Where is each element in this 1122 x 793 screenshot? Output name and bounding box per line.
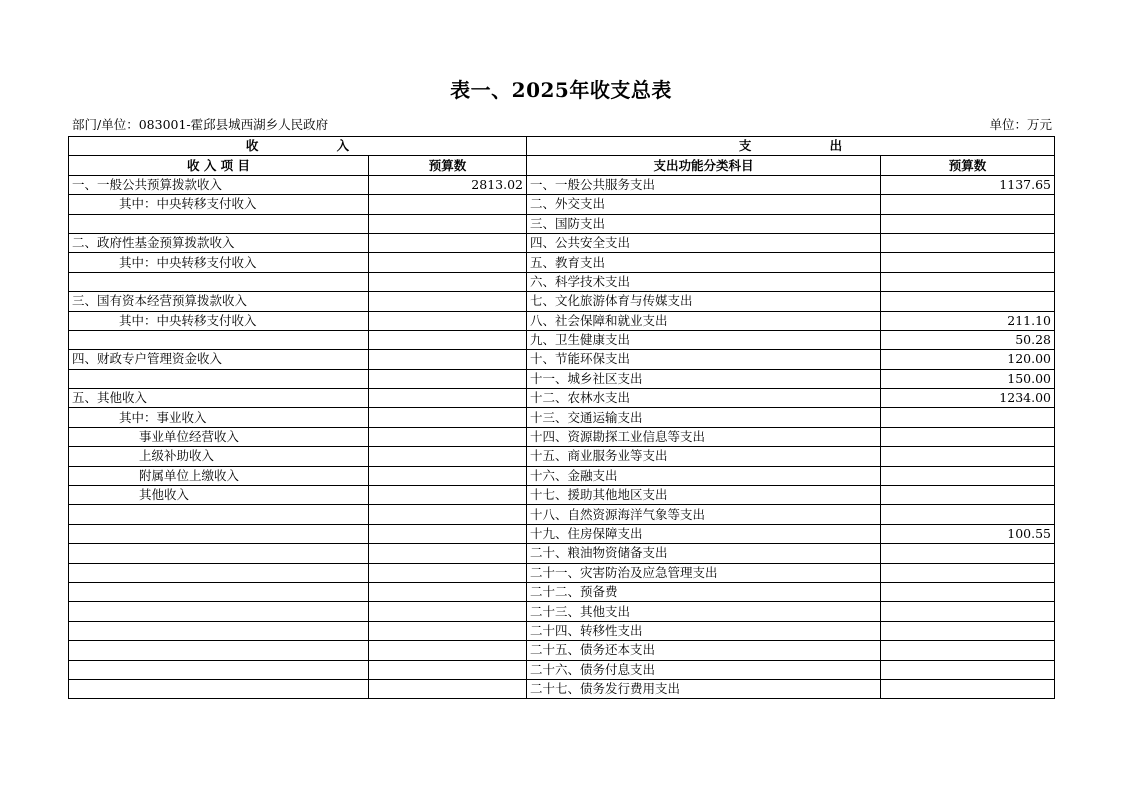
expense-amount-cell — [881, 563, 1055, 582]
expense-amount-cell: 1137.65 — [881, 175, 1055, 194]
table-row — [69, 330, 1055, 349]
expense-item-cell: 二十一、灾害防治及应急管理支出 — [527, 563, 881, 582]
expense-amount-cell — [881, 253, 1055, 272]
income-amount-cell — [369, 486, 527, 505]
table-row — [69, 311, 1055, 330]
income-item-cell — [69, 679, 369, 698]
income-amount-cell — [369, 408, 527, 427]
expense-amount-cell: 211.10 — [881, 311, 1055, 330]
expense-amount-cell — [881, 505, 1055, 524]
income-amount-cell — [369, 195, 527, 214]
income-item-cell — [69, 660, 369, 679]
expense-item-cell: 三、国防支出 — [527, 214, 881, 233]
expense-amount-cell — [881, 447, 1055, 466]
expense-amount-cell: 100.55 — [881, 524, 1055, 543]
expense-item-cell: 二十四、转移性支出 — [527, 621, 881, 640]
expense-item-cell: 九、卫生健康支出 — [527, 330, 881, 349]
expense-item-cell: 十八、自然资源海洋气象等支出 — [527, 505, 881, 524]
income-amount-cell — [369, 524, 527, 543]
expense-item-cell: 十二、农林水支出 — [527, 389, 881, 408]
table-group-header-row — [69, 137, 1055, 156]
income-group-header: 收 入 — [69, 137, 527, 156]
income-item-cell: 其他收入 — [69, 486, 369, 505]
income-item-cell: 上级补助收入 — [69, 447, 369, 466]
expense-amount-header: 预算数 — [881, 156, 1055, 175]
budget-summary-table — [68, 136, 1055, 699]
expense-item-cell: 一、一般公共服务支出 — [527, 175, 881, 194]
expense-amount-cell — [881, 214, 1055, 233]
income-item-header: 收 入 项 目 — [69, 156, 369, 175]
expense-amount-cell — [881, 233, 1055, 252]
expense-item-cell: 二十、粮油物资储备支出 — [527, 544, 881, 563]
table-row — [69, 679, 1055, 698]
income-item-cell — [69, 524, 369, 543]
table-row — [69, 233, 1055, 252]
income-amount-cell — [369, 389, 527, 408]
income-item-cell: 三、国有资本经营预算拨款收入 — [69, 292, 369, 311]
income-item-cell — [69, 582, 369, 601]
income-item-cell — [69, 602, 369, 621]
income-amount-cell — [369, 330, 527, 349]
income-amount-cell — [369, 272, 527, 291]
income-amount-header: 预算数 — [369, 156, 527, 175]
expense-amount-cell — [881, 582, 1055, 601]
income-amount-cell — [369, 233, 527, 252]
expense-item-cell: 二十六、债务付息支出 — [527, 660, 881, 679]
expense-item-cell: 十、节能环保支出 — [527, 350, 881, 369]
income-item-cell: 其中：中央转移支付收入 — [69, 253, 369, 272]
expense-item-cell: 七、文化旅游体育与传媒支出 — [527, 292, 881, 311]
expense-amount-cell — [881, 466, 1055, 485]
income-amount-cell — [369, 369, 527, 388]
expense-amount-cell — [881, 272, 1055, 291]
income-amount-cell — [369, 641, 527, 660]
expense-amount-cell — [881, 195, 1055, 214]
table-row — [69, 466, 1055, 485]
expense-amount-cell — [881, 641, 1055, 660]
income-item-cell: 四、财政专户管理资金收入 — [69, 350, 369, 369]
table-row — [69, 253, 1055, 272]
income-amount-cell — [369, 427, 527, 446]
income-amount-cell — [369, 253, 527, 272]
expense-item-cell: 十九、住房保障支出 — [527, 524, 881, 543]
income-item-cell: 其中：中央转移支付收入 — [69, 195, 369, 214]
income-item-cell — [69, 621, 369, 640]
unit-label: 单位：万元 — [989, 117, 1052, 132]
table-row — [69, 175, 1055, 194]
table-row — [69, 641, 1055, 660]
expense-item-cell: 十一、城乡社区支出 — [527, 369, 881, 388]
table-row — [69, 544, 1055, 563]
table-row — [69, 447, 1055, 466]
expense-amount-cell — [881, 486, 1055, 505]
table-row — [69, 389, 1055, 408]
table-row — [69, 195, 1055, 214]
expense-item-cell: 二十二、预备费 — [527, 582, 881, 601]
table-row — [69, 621, 1055, 640]
table-row — [69, 563, 1055, 582]
expense-amount-cell: 120.00 — [881, 350, 1055, 369]
table-body — [69, 175, 1055, 699]
income-item-cell — [69, 369, 369, 388]
table-row — [69, 214, 1055, 233]
income-item-cell — [69, 563, 369, 582]
expense-item-cell: 二十七、债务发行费用支出 — [527, 679, 881, 698]
income-amount-cell — [369, 466, 527, 485]
expense-item-cell: 十六、金融支出 — [527, 466, 881, 485]
expense-item-cell: 五、教育支出 — [527, 253, 881, 272]
expense-item-cell: 二十三、其他支出 — [527, 602, 881, 621]
income-item-cell — [69, 214, 369, 233]
income-item-cell — [69, 641, 369, 660]
expense-item-cell: 十三、交通运输支出 — [527, 408, 881, 427]
table-row — [69, 505, 1055, 524]
expense-item-cell: 二十五、债务还本支出 — [527, 641, 881, 660]
expense-amount-cell — [881, 292, 1055, 311]
income-item-cell: 其中：中央转移支付收入 — [69, 311, 369, 330]
expense-amount-cell — [881, 427, 1055, 446]
income-amount-cell — [369, 292, 527, 311]
table-row — [69, 350, 1055, 369]
table-row — [69, 524, 1055, 543]
income-amount-cell — [369, 505, 527, 524]
table-row — [69, 660, 1055, 679]
table-row — [69, 272, 1055, 291]
table-row — [69, 369, 1055, 388]
table-row — [69, 486, 1055, 505]
income-amount-cell: 2813.02 — [369, 175, 527, 194]
income-amount-cell — [369, 660, 527, 679]
income-amount-cell — [369, 621, 527, 640]
expense-amount-cell — [881, 544, 1055, 563]
income-amount-cell — [369, 447, 527, 466]
table-row — [69, 408, 1055, 427]
expense-amount-cell — [881, 621, 1055, 640]
expense-amount-cell — [881, 602, 1055, 621]
income-amount-cell — [369, 602, 527, 621]
expense-amount-cell — [881, 408, 1055, 427]
income-item-cell — [69, 505, 369, 524]
expense-amount-cell: 1234.00 — [881, 389, 1055, 408]
expense-item-cell: 二、外交支出 — [527, 195, 881, 214]
expense-group-header: 支 出 — [527, 137, 1055, 156]
income-item-cell: 附属单位上缴收入 — [69, 466, 369, 485]
expense-item-cell: 十五、商业服务业等支出 — [527, 447, 881, 466]
income-item-cell: 事业单位经营收入 — [69, 427, 369, 446]
income-item-cell: 二、政府性基金预算拨款收入 — [69, 233, 369, 252]
expense-item-header: 支出功能分类科目 — [527, 156, 881, 175]
table-column-header-row — [69, 156, 1055, 175]
expense-amount-cell — [881, 679, 1055, 698]
page-title: 表一、2025年收支总表 — [450, 78, 672, 102]
income-amount-cell — [369, 311, 527, 330]
table-row — [69, 292, 1055, 311]
income-item-cell — [69, 544, 369, 563]
expense-amount-cell: 50.28 — [881, 330, 1055, 349]
table-row — [69, 582, 1055, 601]
income-item-cell: 五、其他收入 — [69, 389, 369, 408]
expense-item-cell: 六、科学技术支出 — [527, 272, 881, 291]
income-item-cell: 一、一般公共预算拨款收入 — [69, 175, 369, 194]
table-row — [69, 602, 1055, 621]
income-amount-cell — [369, 350, 527, 369]
income-amount-cell — [369, 679, 527, 698]
expense-item-cell: 八、社会保障和就业支出 — [527, 311, 881, 330]
income-amount-cell — [369, 214, 527, 233]
department-label: 部门/单位：083001-霍邱县城西湖乡人民政府 — [72, 117, 329, 132]
income-amount-cell — [369, 563, 527, 582]
income-amount-cell — [369, 582, 527, 601]
income-item-cell — [69, 272, 369, 291]
income-item-cell: 其中：事业收入 — [69, 408, 369, 427]
expense-item-cell: 四、公共安全支出 — [527, 233, 881, 252]
income-item-cell — [69, 330, 369, 349]
table-row — [69, 427, 1055, 446]
expense-item-cell: 十四、资源勘探工业信息等支出 — [527, 427, 881, 446]
expense-amount-cell — [881, 660, 1055, 679]
income-amount-cell — [369, 544, 527, 563]
expense-item-cell: 十七、援助其他地区支出 — [527, 486, 881, 505]
expense-amount-cell: 150.00 — [881, 369, 1055, 388]
